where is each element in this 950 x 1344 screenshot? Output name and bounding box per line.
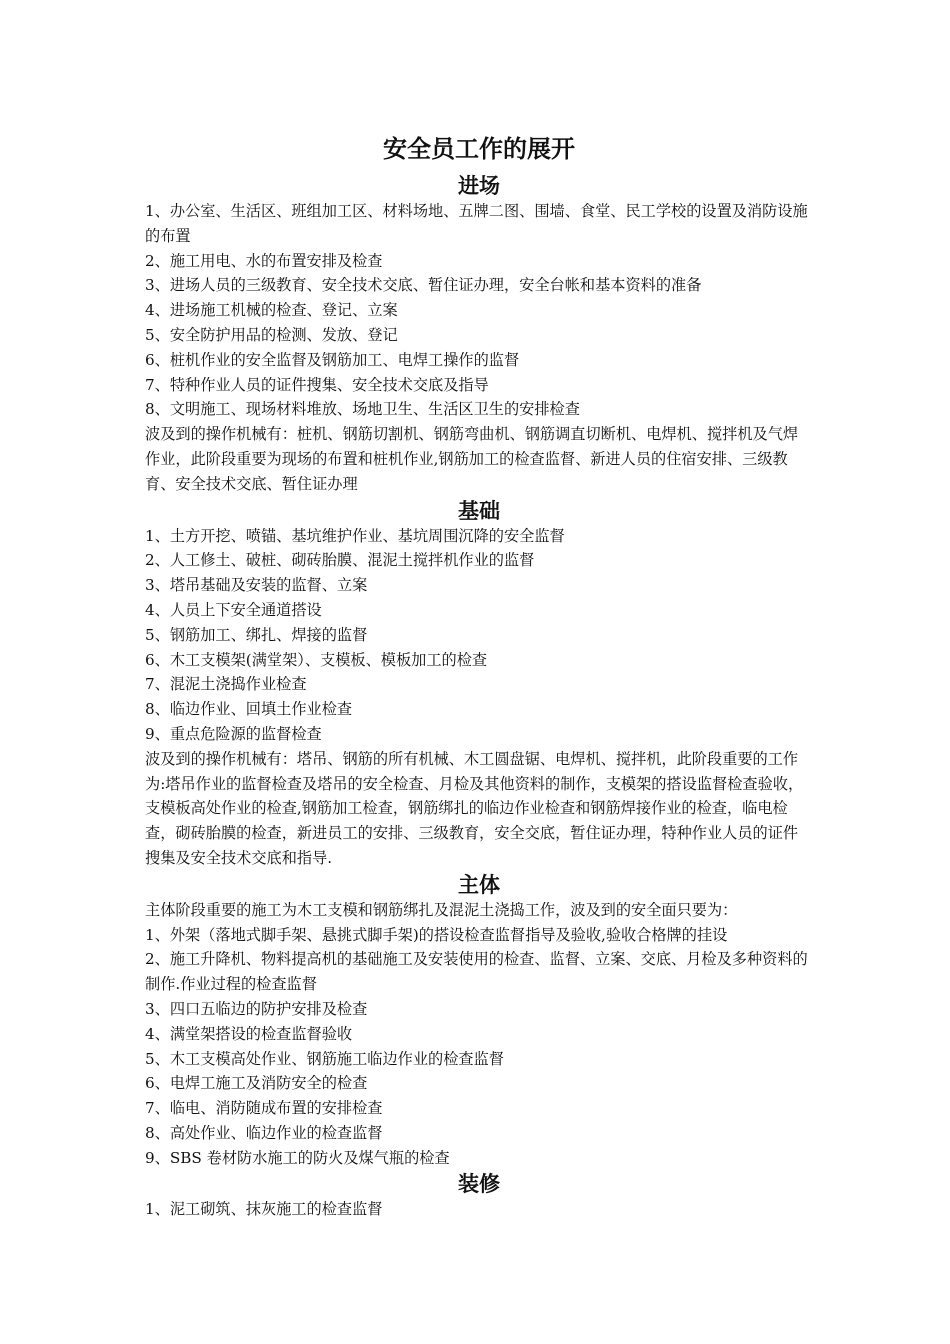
section-heading: 进场 [458, 173, 500, 198]
list-item: 2、施工升降机、物料提高机的基础施工及安装使用的检查、监督、立案、交底、月检及多种资料的制作.作业过程的检查监督 [145, 950, 808, 994]
list-item: 8、临边作业、回填土作业检查 [145, 700, 353, 719]
list-item: 1、办公室、生活区、班组加工区、材料场地、五牌二图、围墙、食堂、民工学校的设置及消防设施的布置 [145, 202, 808, 245]
section-2 [145, 497, 813, 871]
list-item: 5、安全防护用品的检测、发放、登记 [145, 325, 398, 344]
list-item: 7、临电、消防随成布置的安排检查 [145, 1099, 383, 1118]
list-item: 3、进场人员的三级教育、安全技术交底、暂住证办理，安全台帐和基本资料的准备 [145, 276, 702, 295]
list-item: 4、人员上下安全通道搭设 [145, 600, 322, 619]
list-item: 7、混泥土浇捣作业检查 [145, 675, 307, 694]
list-item: 波及到的操作机械有：塔吊、钢筋的所有机械、木工圆盘锯、电焊机、搅拌机，此阶段重要的工作为:塔吊作业的监督检查及塔吊的安全检查、月检及其他资料的制作，支模架的搭设监督检查验收，支模板高处作业的检查,钢筋加工检查，钢筋绑扎的临边作业检查和钢筋焊接作业的检查，临电检查，砌砖胎膜的检查，新进员工的安排、三级教育，安全交底，暂住证办理，特种作业人员的证件搜集及安全技术交底和指导. [145, 749, 804, 867]
list-item: 8、高处作业、临边作业的检查监督 [145, 1123, 383, 1142]
list-item: 3、塔吊基础及安装的监督、立案 [145, 576, 368, 595]
list-item: 3、四口五临边的防护安排及检查 [145, 999, 368, 1018]
list-item: 8、文明施工、现场材料堆放、场地卫生、生活区卫生的安排检查 [145, 400, 580, 419]
sections [145, 172, 813, 1222]
list-item: 2、人工修土、破桩、砌砖胎膜、混泥土搅拌机作业的监督 [145, 551, 535, 570]
section-heading: 主体 [458, 871, 500, 897]
list-item: 9、重点危险源的监督检查 [145, 724, 322, 743]
section-3 [145, 871, 813, 1171]
page-title: 安全员工作的展开 [383, 134, 575, 163]
list-item: 4、满堂架搭设的检查监督验收 [145, 1024, 353, 1043]
list-item: 4、进场施工机械的检查、登记、立案 [145, 301, 398, 320]
list-item: 2、施工用电、水的布置安排及检查 [145, 251, 383, 270]
list-item: 1、外架（落地式脚手架、悬挑式脚手架)的搭设检查监督指导及验收,验收合格牌的挂设 [145, 925, 728, 944]
list-item: 主体阶段重要的施工为木工支模和钢筋绑扎及混泥土浇捣工作，波及到的安全面只要为： [145, 900, 738, 919]
list-item: 波及到的操作机械有：桩机、钢筋切割机、钢筋弯曲机、钢筋调直切断机、电焊机、搅拌机及气焊作业，此阶段重要为现场的布置和桩机作业,钢筋加工的检查监督、新进人员的住宿安排、三级教育、安全技术交底、暂住证办理 [145, 425, 799, 493]
section-heading: 装修 [458, 1171, 500, 1197]
list-item: 7、特种作业人员的证件搜集、安全技术交底及指导 [145, 375, 489, 394]
list-item: 1、土方开挖、喷锚、基坑维护作业、基坑周围沉降的安全监督 [145, 526, 565, 545]
section-heading: 基础 [458, 497, 500, 523]
list-item: 1、泥工砌筑、抹灰施工的检查监督 [145, 1200, 383, 1219]
section-4 [145, 1170, 813, 1222]
list-item: 5、木工支模高处作业、钢筋施工临边作业的检查监督 [145, 1049, 504, 1068]
list-item: 6、木工支模架(满堂架）、支模板、模板加工的检查 [145, 650, 488, 669]
list-item: 6、桩机作业的安全监督及钢筋加工、电焊工操作的监督 [145, 350, 520, 369]
list-item: 6、电焊工施工及消防安全的检查 [145, 1074, 368, 1093]
list-item: 9、SBS 卷材防水施工的防火及煤气瓶的检查 [145, 1148, 450, 1167]
document-content [145, 128, 813, 1222]
section-1 [145, 172, 813, 497]
list-item: 5、钢筋加工、绑扎、焊接的监督 [145, 625, 368, 644]
